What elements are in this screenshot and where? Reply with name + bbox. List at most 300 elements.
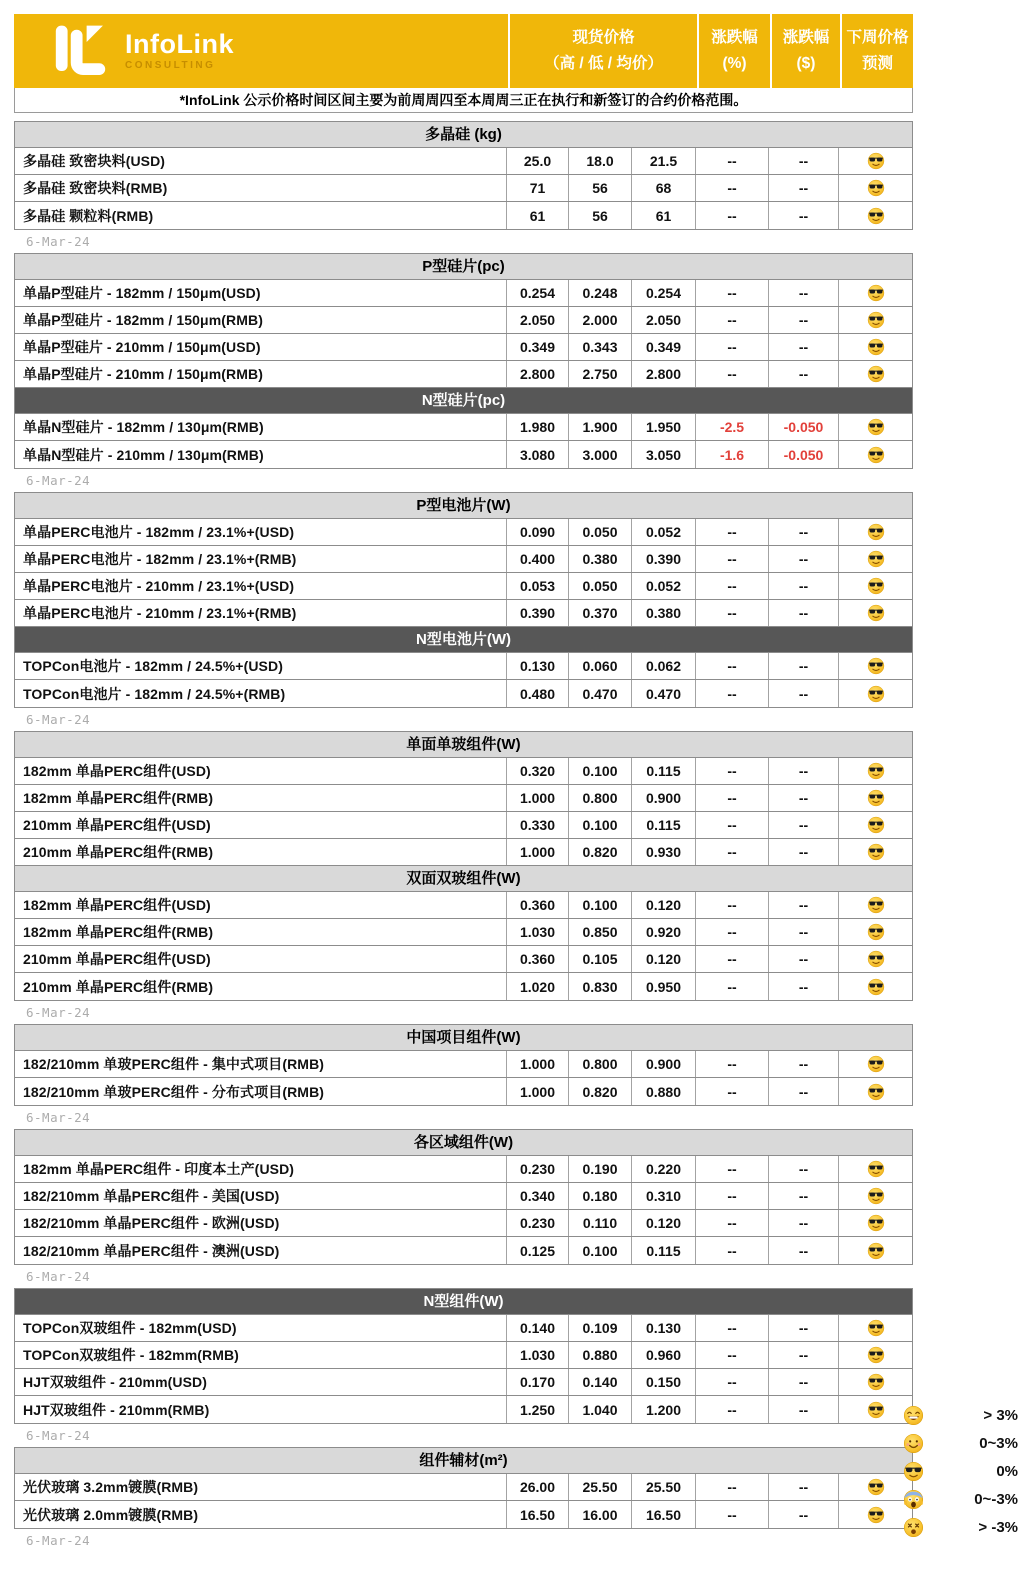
price-avg: 0.115	[632, 1237, 696, 1264]
product-name: 182mm 单晶PERC组件 - 印度本土产(USD)	[15, 1156, 507, 1182]
price-avg: 0.950	[632, 973, 696, 1000]
table-row	[15, 1396, 912, 1423]
product-name: HJT双玻组件 - 210mm(USD)	[15, 1369, 507, 1395]
product-name: 光伏玻璃 3.2mm镀膜(RMB)	[15, 1474, 507, 1500]
price-high: 0.090	[507, 519, 569, 545]
sunglasses-emoji-icon	[867, 1242, 885, 1260]
price-low: 0.050	[569, 519, 632, 545]
table-row	[15, 1474, 912, 1501]
forecast-cell	[839, 361, 912, 387]
product-name: 210mm 单晶PERC组件(RMB)	[15, 839, 507, 865]
price-high: 0.230	[507, 1156, 569, 1182]
price-high: 1.030	[507, 919, 569, 945]
product-name: 182/210mm 单晶PERC组件 - 美国(USD)	[15, 1183, 507, 1209]
price-avg: 0.115	[632, 812, 696, 838]
price-high: 2.800	[507, 361, 569, 387]
sunglasses-emoji-icon	[867, 1478, 885, 1496]
product-name: 单晶P型硅片 - 182mm / 150μm(RMB)	[15, 307, 507, 333]
price-low: 0.100	[569, 892, 632, 918]
change-percent: --	[696, 361, 769, 387]
change-percent: --	[696, 1051, 769, 1077]
change-usd: --	[769, 839, 839, 865]
product-name: 单晶P型硅片 - 182mm / 150μm(USD)	[15, 280, 507, 306]
table-row	[15, 414, 912, 441]
change-percent: --	[696, 202, 769, 229]
price-low: 0.800	[569, 785, 632, 811]
legend-label: 0~3%	[979, 1434, 1018, 1452]
date-stamp: 6-Mar-24	[26, 234, 91, 249]
price-low: 0.060	[569, 653, 632, 679]
table-row	[15, 148, 912, 175]
price-low: 1.040	[569, 1396, 632, 1423]
price-high: 71	[507, 175, 569, 201]
product-name: 182/210mm 单晶PERC组件 - 欧洲(USD)	[15, 1210, 507, 1236]
product-name: 单晶N型硅片 - 182mm / 130μm(RMB)	[15, 414, 507, 440]
forecast-cell	[839, 839, 912, 865]
product-name: 单晶P型硅片 - 210mm / 150μm(RMB)	[15, 361, 507, 387]
forecast-cell	[839, 1183, 912, 1209]
sunglasses-emoji-icon	[867, 1319, 885, 1337]
price-low: 0.100	[569, 812, 632, 838]
sunglasses-emoji-icon	[867, 1055, 885, 1073]
legend-label: 0~-3%	[974, 1490, 1018, 1508]
forecast-cell	[839, 307, 912, 333]
product-name: 182mm 单晶PERC组件(RMB)	[15, 919, 507, 945]
date-stamp: 6-Mar-24	[26, 473, 91, 488]
price-high: 1.000	[507, 1051, 569, 1077]
change-percent: --	[696, 307, 769, 333]
sunglasses-emoji-icon	[867, 896, 885, 914]
table-row	[15, 1237, 912, 1264]
price-low: 0.109	[569, 1315, 632, 1341]
change-percent: --	[696, 1474, 769, 1500]
section-header: 组件辅材(m²)	[15, 1448, 912, 1474]
change-percent: --	[696, 973, 769, 1000]
forecast-cell	[839, 1342, 912, 1368]
sunglasses-emoji-icon	[867, 657, 885, 675]
change-usd: --	[769, 973, 839, 1000]
forecast-cell	[839, 148, 912, 174]
table-row	[15, 280, 912, 307]
price-high: 0.340	[507, 1183, 569, 1209]
price-avg: 0.470	[632, 680, 696, 707]
change-usd: --	[769, 1156, 839, 1182]
price-low: 0.880	[569, 1342, 632, 1368]
price-high: 61	[507, 202, 569, 229]
price-note: *InfoLink 公示价格时间区间主要为前周周四至本周周三正在执行和新签订的合约价格范围。	[14, 88, 913, 113]
change-percent: --	[696, 519, 769, 545]
price-avg: 1.950	[632, 414, 696, 440]
price-high: 3.080	[507, 441, 569, 468]
price-avg: 0.120	[632, 892, 696, 918]
change-percent: --	[696, 148, 769, 174]
price-avg: 0.052	[632, 519, 696, 545]
section-header: 双面双玻组件(W)	[15, 866, 912, 892]
forecast-cell	[839, 973, 912, 1000]
price-low: 0.105	[569, 946, 632, 972]
table-row	[15, 1501, 912, 1528]
table-row	[15, 892, 912, 919]
change-percent: --	[696, 785, 769, 811]
price-high: 25.0	[507, 148, 569, 174]
price-avg: 0.930	[632, 839, 696, 865]
price-low: 1.900	[569, 414, 632, 440]
product-name: TOPCon双玻组件 - 182mm(USD)	[15, 1315, 507, 1341]
product-name: 单晶P型硅片 - 210mm / 150μm(USD)	[15, 334, 507, 360]
sunglasses-emoji-icon	[867, 685, 885, 703]
date-stamp: 6-Mar-24	[26, 1269, 91, 1284]
table-row	[15, 573, 912, 600]
change-usd: --	[769, 546, 839, 572]
price-high: 0.360	[507, 946, 569, 972]
change-percent: --	[696, 653, 769, 679]
price-low: 0.180	[569, 1183, 632, 1209]
price-high: 1.250	[507, 1396, 569, 1423]
product-name: 210mm 单晶PERC组件(RMB)	[15, 973, 507, 1000]
change-percent: --	[696, 1237, 769, 1264]
sunglasses-emoji-icon	[867, 604, 885, 622]
change-usd: --	[769, 680, 839, 707]
product-name: HJT双玻组件 - 210mm(RMB)	[15, 1396, 507, 1423]
change-percent: --	[696, 892, 769, 918]
change-usd: --	[769, 519, 839, 545]
sunglasses-emoji-icon	[867, 1187, 885, 1205]
change-percent: --	[696, 1078, 769, 1105]
price-low: 0.820	[569, 839, 632, 865]
table-row	[15, 812, 912, 839]
price-high: 0.170	[507, 1369, 569, 1395]
table-row	[15, 1183, 912, 1210]
price-high: 26.00	[507, 1474, 569, 1500]
forecast-cell	[839, 946, 912, 972]
price-high: 1.000	[507, 1078, 569, 1105]
change-percent: --	[696, 946, 769, 972]
change-usd: --	[769, 785, 839, 811]
price-low: 16.00	[569, 1501, 632, 1528]
price-table-block	[14, 1288, 913, 1424]
brand-subtitle: CONSULTING	[125, 60, 216, 72]
table-row	[15, 758, 912, 785]
price-avg: 0.062	[632, 653, 696, 679]
price-low: 2.750	[569, 361, 632, 387]
forecast-legend	[903, 1401, 1018, 1541]
sunglasses-emoji-icon	[867, 311, 885, 329]
table-row	[15, 839, 912, 866]
price-low: 0.248	[569, 280, 632, 306]
change-percent: --	[696, 175, 769, 201]
price-low: 0.850	[569, 919, 632, 945]
forecast-cell	[839, 175, 912, 201]
product-name: 210mm 单晶PERC组件(USD)	[15, 812, 507, 838]
product-name: 182mm 单晶PERC组件(USD)	[15, 758, 507, 784]
sunglasses-emoji-icon	[867, 816, 885, 834]
product-name: 182mm 单晶PERC组件(RMB)	[15, 785, 507, 811]
change-percent: --	[696, 1210, 769, 1236]
price-avg: 61	[632, 202, 696, 229]
price-low: 25.50	[569, 1474, 632, 1500]
forecast-cell	[839, 414, 912, 440]
sunglasses-emoji-icon	[867, 1083, 885, 1101]
table-row	[15, 1342, 912, 1369]
table-row	[15, 600, 912, 627]
change-usd: --	[769, 758, 839, 784]
sunglasses-emoji-icon	[867, 843, 885, 861]
smile-emoji-icon	[903, 1433, 924, 1454]
forecast-cell	[839, 653, 912, 679]
forecast-cell	[839, 1396, 912, 1423]
product-name: TOPCon电池片 - 182mm / 24.5%+(RMB)	[15, 680, 507, 707]
table-row	[15, 680, 912, 707]
change-usd: --	[769, 1051, 839, 1077]
change-percent: --	[696, 812, 769, 838]
change-percent: --	[696, 1183, 769, 1209]
sunglasses-emoji-icon	[867, 789, 885, 807]
price-avg: 0.900	[632, 785, 696, 811]
price-table-block	[14, 492, 913, 708]
change-percent: --	[696, 546, 769, 572]
price-high: 0.349	[507, 334, 569, 360]
product-name: 多晶硅 致密块料(USD)	[15, 148, 507, 174]
change-percent: --	[696, 919, 769, 945]
change-usd: --	[769, 919, 839, 945]
sunglasses-emoji-icon	[867, 1506, 885, 1524]
product-name: TOPCon双玻组件 - 182mm(RMB)	[15, 1342, 507, 1368]
table-row	[15, 519, 912, 546]
price-table-block	[14, 121, 913, 230]
price-high: 0.390	[507, 600, 569, 626]
change-percent: --	[696, 680, 769, 707]
price-low: 0.470	[569, 680, 632, 707]
price-avg: 0.920	[632, 919, 696, 945]
sunglasses-emoji-icon	[867, 152, 885, 170]
change-percent: --	[696, 1315, 769, 1341]
sunglasses-emoji-icon	[867, 338, 885, 356]
change-usd: --	[769, 1183, 839, 1209]
section-header: N型组件(W)	[15, 1289, 912, 1315]
price-avg: 16.50	[632, 1501, 696, 1528]
change-usd: --	[769, 653, 839, 679]
product-name: 182mm 单晶PERC组件(USD)	[15, 892, 507, 918]
sunglasses-emoji-icon	[867, 1160, 885, 1178]
product-name: 210mm 单晶PERC组件(USD)	[15, 946, 507, 972]
product-name: 单晶PERC电池片 - 182mm / 23.1%+(USD)	[15, 519, 507, 545]
price-avg: 0.310	[632, 1183, 696, 1209]
change-usd: --	[769, 573, 839, 599]
price-table-block	[14, 1447, 913, 1529]
sunglasses-emoji-icon	[903, 1461, 924, 1482]
sunglasses-emoji-icon	[867, 284, 885, 302]
table-row	[15, 1051, 912, 1078]
forecast-cell	[839, 1474, 912, 1500]
legend-label: > -3%	[978, 1518, 1018, 1536]
price-avg: 0.052	[632, 573, 696, 599]
change-usd: --	[769, 812, 839, 838]
legend-item	[903, 1485, 1018, 1513]
forecast-cell	[839, 785, 912, 811]
change-usd: --	[769, 1369, 839, 1395]
price-avg: 3.050	[632, 441, 696, 468]
forecast-cell	[839, 758, 912, 784]
forecast-cell	[839, 1237, 912, 1264]
price-avg: 2.800	[632, 361, 696, 387]
date-stamp: 6-Mar-24	[26, 712, 91, 727]
forecast-cell	[839, 202, 912, 229]
forecast-cell	[839, 812, 912, 838]
price-avg: 2.050	[632, 307, 696, 333]
price-avg: 0.254	[632, 280, 696, 306]
change-usd: --	[769, 1474, 839, 1500]
scream-emoji-icon	[903, 1489, 924, 1510]
legend-label: 0%	[996, 1462, 1018, 1480]
price-high: 0.230	[507, 1210, 569, 1236]
section-header: 多晶硅 (kg)	[15, 122, 912, 148]
product-name: TOPCon电池片 - 182mm / 24.5%+(USD)	[15, 653, 507, 679]
table-row	[15, 1315, 912, 1342]
legend-item	[903, 1429, 1018, 1457]
price-low: 0.370	[569, 600, 632, 626]
price-low: 0.820	[569, 1078, 632, 1105]
price-high: 0.480	[507, 680, 569, 707]
price-low: 0.050	[569, 573, 632, 599]
forecast-cell	[839, 1051, 912, 1077]
table-row	[15, 175, 912, 202]
price-high: 1.020	[507, 973, 569, 1000]
date-stamp: 6-Mar-24	[26, 1110, 91, 1125]
change-usd: --	[769, 600, 839, 626]
sunglasses-emoji-icon	[867, 1373, 885, 1391]
grin-emoji-icon	[903, 1405, 924, 1426]
price-high: 0.400	[507, 546, 569, 572]
price-avg: 0.380	[632, 600, 696, 626]
sunglasses-emoji-icon	[867, 762, 885, 780]
table-row	[15, 653, 912, 680]
table-row	[15, 1078, 912, 1105]
section-header: P型硅片(pc)	[15, 254, 912, 280]
change-usd: --	[769, 361, 839, 387]
product-name: 单晶N型硅片 - 210mm / 130μm(RMB)	[15, 441, 507, 468]
price-low: 3.000	[569, 441, 632, 468]
infolink-logo-icon	[54, 24, 112, 78]
date-stamp: 6-Mar-24	[26, 1428, 91, 1443]
change-percent: -1.6	[696, 441, 769, 468]
section-header: P型电池片(W)	[15, 493, 912, 519]
price-low: 0.343	[569, 334, 632, 360]
price-high: 0.320	[507, 758, 569, 784]
price-avg: 0.880	[632, 1078, 696, 1105]
price-high: 0.140	[507, 1315, 569, 1341]
product-name: 单晶PERC电池片 - 210mm / 23.1%+(USD)	[15, 573, 507, 599]
sunglasses-emoji-icon	[867, 446, 885, 464]
price-avg: 0.220	[632, 1156, 696, 1182]
brand-header	[14, 14, 913, 88]
price-high: 1.030	[507, 1342, 569, 1368]
price-high: 16.50	[507, 1501, 569, 1528]
product-name: 单晶PERC电池片 - 182mm / 23.1%+(RMB)	[15, 546, 507, 572]
price-low: 0.380	[569, 546, 632, 572]
price-avg: 0.349	[632, 334, 696, 360]
change-percent: --	[696, 758, 769, 784]
change-usd: -0.050	[769, 441, 839, 468]
change-usd: --	[769, 892, 839, 918]
change-usd: --	[769, 307, 839, 333]
section-header: N型硅片(pc)	[15, 388, 912, 414]
price-sheet	[14, 14, 913, 1552]
table-row	[15, 334, 912, 361]
change-percent: --	[696, 1396, 769, 1423]
date-stamp: 6-Mar-24	[26, 1533, 91, 1548]
price-high: 0.130	[507, 653, 569, 679]
change-usd: --	[769, 1396, 839, 1423]
price-avg: 68	[632, 175, 696, 201]
table-row	[15, 307, 912, 334]
legend-item	[903, 1513, 1018, 1541]
price-high: 1.980	[507, 414, 569, 440]
price-high: 1.000	[507, 839, 569, 865]
price-avg: 0.150	[632, 1369, 696, 1395]
price-high: 0.330	[507, 812, 569, 838]
price-high: 0.254	[507, 280, 569, 306]
price-low: 18.0	[569, 148, 632, 174]
sunglasses-emoji-icon	[867, 978, 885, 996]
change-usd: --	[769, 1501, 839, 1528]
sunglasses-emoji-icon	[867, 923, 885, 941]
table-row	[15, 546, 912, 573]
date-stamp: 6-Mar-24	[26, 1005, 91, 1020]
table-row	[15, 441, 912, 468]
sunglasses-emoji-icon	[867, 207, 885, 225]
forecast-cell	[839, 600, 912, 626]
forecast-cell	[839, 680, 912, 707]
price-low: 0.100	[569, 758, 632, 784]
forecast-cell	[839, 1369, 912, 1395]
forecast-cell	[839, 892, 912, 918]
product-name: 光伏玻璃 2.0mm镀膜(RMB)	[15, 1501, 507, 1528]
price-high: 0.053	[507, 573, 569, 599]
forecast-cell	[839, 280, 912, 306]
forecast-cell	[839, 546, 912, 572]
table-row	[15, 946, 912, 973]
price-table-block	[14, 1129, 913, 1265]
table-row	[15, 361, 912, 388]
change-percent: --	[696, 1501, 769, 1528]
sunglasses-emoji-icon	[867, 1401, 885, 1419]
table-groups	[14, 121, 913, 1549]
legend-item	[903, 1457, 1018, 1485]
table-row	[15, 919, 912, 946]
forecast-cell	[839, 573, 912, 599]
column-header-change-usd: 涨跌幅 ($)	[770, 14, 840, 88]
sunglasses-emoji-icon	[867, 365, 885, 383]
sunglasses-emoji-icon	[867, 1346, 885, 1364]
product-name: 多晶硅 颗粒料(RMB)	[15, 202, 507, 229]
change-percent: --	[696, 1369, 769, 1395]
price-high: 0.125	[507, 1237, 569, 1264]
dizzy-emoji-icon	[903, 1517, 924, 1538]
forecast-cell	[839, 1078, 912, 1105]
product-name: 182/210mm 单玻PERC组件 - 集中式项目(RMB)	[15, 1051, 507, 1077]
forecast-cell	[839, 519, 912, 545]
change-usd: --	[769, 1342, 839, 1368]
price-low: 56	[569, 202, 632, 229]
price-avg: 25.50	[632, 1474, 696, 1500]
table-row	[15, 973, 912, 1000]
change-percent: --	[696, 1156, 769, 1182]
change-percent: --	[696, 280, 769, 306]
change-usd: --	[769, 202, 839, 229]
price-low: 0.800	[569, 1051, 632, 1077]
forecast-cell	[839, 1315, 912, 1341]
change-usd: --	[769, 1210, 839, 1236]
